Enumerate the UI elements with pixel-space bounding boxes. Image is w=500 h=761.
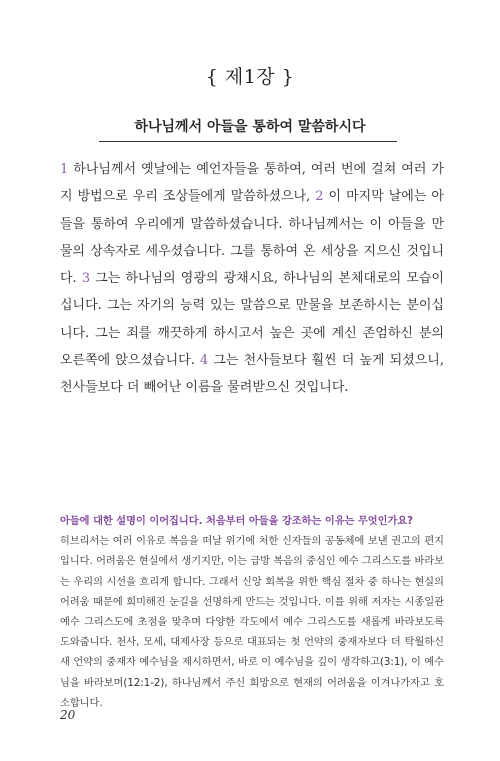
- commentary-body: 히브리서는 여러 이유로 복음을 떠날 위기에 처한 신자들의 공동체에 보낸 권고의 편지입니다. 어려움은 현실에서 생기지만, 이는 급방 복음의 중심인 예수 그리스도를 바라보는 우리의 시선을 흐리게 합니다. 그래서 신앙 회복을 위한 핵심 절차 중 하나는 현실의 어려움 때문에 희미해진 눈길을 선명하게 만드는 것입니다. 이를 위해 저자는 시종일관 예수 그리스도에 초점을 맞추며 다양한 각도에서 예수 그리스도를 새롭게 바라보도록 도와줍니다. 천사, 모세, 대제사장 등으로 대표되는 첫 언약의 중재자보다 더 탁월하신 새 언약의 중재자 예수님을 제시하면서, 바로 이 예수님을 깊이 생각하고(3:1), 이 예수님을 바라보며(12:1-2), 하나님께서 주신 희망으로 현재의 어려움을 이겨나가자고 호소합니다.: [60, 536, 444, 709]
- verse-number: 3: [81, 271, 91, 287]
- verse-number: 1: [60, 162, 69, 177]
- section-title: 하나님께서 아들을 통하여 말씀하시다: [134, 119, 366, 135]
- verse-text: 그는 하나님의 영광의 광채시요, 하나님의 본체대로의 모습이십니다. 그는 자기의 능력 있는 말씀으로 만물을 보존하시는 분이십니다. 그는 죄를 깨끗하게 하시고서 높은 곳에 계신 존엄하신 분의 오른쪽에 앉으셨습니다.: [60, 271, 444, 369]
- section-title-underline: [99, 141, 397, 142]
- page-number: 20: [60, 708, 76, 722]
- verse-number: 2: [315, 189, 324, 205]
- verse-text: 하나님께서 옛날에는 예언자들을 통하여, 여러 번에 걸쳐 여러 가지 방법으로 우리 조상들에게 말씀하셨으나,: [60, 162, 444, 205]
- scripture-passage: [60, 156, 444, 402]
- chapter-heading: { 제1장 }: [205, 66, 295, 88]
- verse-text: 그는 천사들보다 훨씬 더 높게 되셨으니, 천사들보다 더 빼어난 이름을 물려받으신 것입니다.: [60, 353, 444, 396]
- verse-number: 4: [199, 353, 209, 369]
- verse-text: 이 마지막 날에는 아들을 통하여 우리에게 말씀하셨습니다. 하나님께서는 이 아들을 만물의 상속자로 세우셨습니다. 그를 통하여 온 세상을 지으신 것입니다.: [60, 189, 444, 287]
- commentary-block: [60, 512, 444, 714]
- commentary-question: 아들에 대한 설명이 이어집니다. 처음부터 아들을 강조하는 이유는 무엇인가요?: [60, 516, 414, 527]
